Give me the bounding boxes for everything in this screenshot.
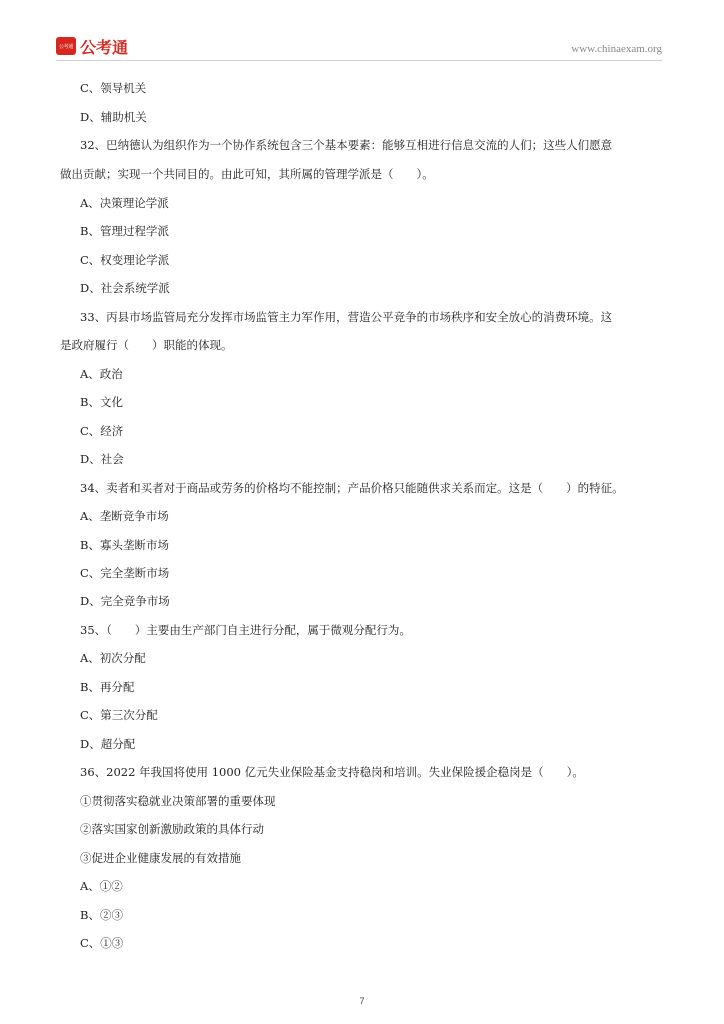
question-line: 36、2022 年我国将使用 1000 亿元失业保险基金支持稳岗和培训。失业保险援企稳岗是（ ）。 xyxy=(80,765,584,779)
question-line: 32、巴纳德认为组织作为一个协作系统包含三个基本要素：能够互相进行信息交流的人们；这些人们愿意 xyxy=(80,138,613,152)
option-line: C、经济 xyxy=(80,424,124,438)
option-line: C、领导机关 xyxy=(80,81,147,95)
option-line: B、再分配 xyxy=(80,680,135,694)
question-line: 是政府履行（ ）职能的体现。 xyxy=(60,338,233,352)
option-line: B、②③ xyxy=(80,908,123,922)
option-line: C、完全垄断市场 xyxy=(80,566,170,580)
option-line: A、①② xyxy=(80,879,123,893)
option-line: A、初次分配 xyxy=(80,651,146,665)
option-line: B、寡头垄断市场 xyxy=(80,538,169,552)
logo-badge-icon: 公考通 xyxy=(56,37,76,55)
option-line: D、社会系统学派 xyxy=(80,281,170,295)
option-line: D、辅助机关 xyxy=(80,110,147,124)
option-line: D、社会 xyxy=(80,452,124,466)
question-line: 34、卖者和买者对于商品或劳务的价格均不能控制；产品价格只能随供求关系而定。这是（ ）的特征。 xyxy=(80,481,624,495)
option-line: C、权变理论学派 xyxy=(80,253,170,267)
option-line: C、第三次分配 xyxy=(80,708,158,722)
option-line: A、政治 xyxy=(80,367,123,381)
page-header xyxy=(56,34,662,61)
option-line: D、完全竞争市场 xyxy=(80,594,170,608)
option-line: C、①③ xyxy=(80,936,124,950)
page-number: 7 xyxy=(359,996,365,1006)
question-line: 35、（ ）主要由生产部门自主进行分配，属于微观分配行为。 xyxy=(80,623,411,637)
logo xyxy=(56,36,128,56)
statement-line: ③促进企业健康发展的有效措施 xyxy=(80,851,241,865)
question-line: 33、丙县市场监管局充分发挥市场监管主力军作用，营造公平竞争的市场秩序和安全放心的消费环境。这 xyxy=(80,310,613,324)
question-line: 做出贡献；实现一个共同目的。由此可知，其所属的管理学派是（ ）。 xyxy=(60,167,434,181)
statement-line: ①贯彻落实稳就业决策部署的重要体现 xyxy=(80,794,276,808)
option-line: D、超分配 xyxy=(80,737,136,751)
option-line: B、管理过程学派 xyxy=(80,224,169,238)
option-line: B、文化 xyxy=(80,395,123,409)
option-line: A、决策理论学派 xyxy=(80,196,169,210)
logo-text: 公考通 xyxy=(80,37,129,57)
statement-line: ②落实国家创新激励政策的具体行动 xyxy=(80,822,264,836)
option-line: A、垄断竞争市场 xyxy=(80,509,169,523)
site-url: www.chinaexam.org xyxy=(571,43,662,55)
